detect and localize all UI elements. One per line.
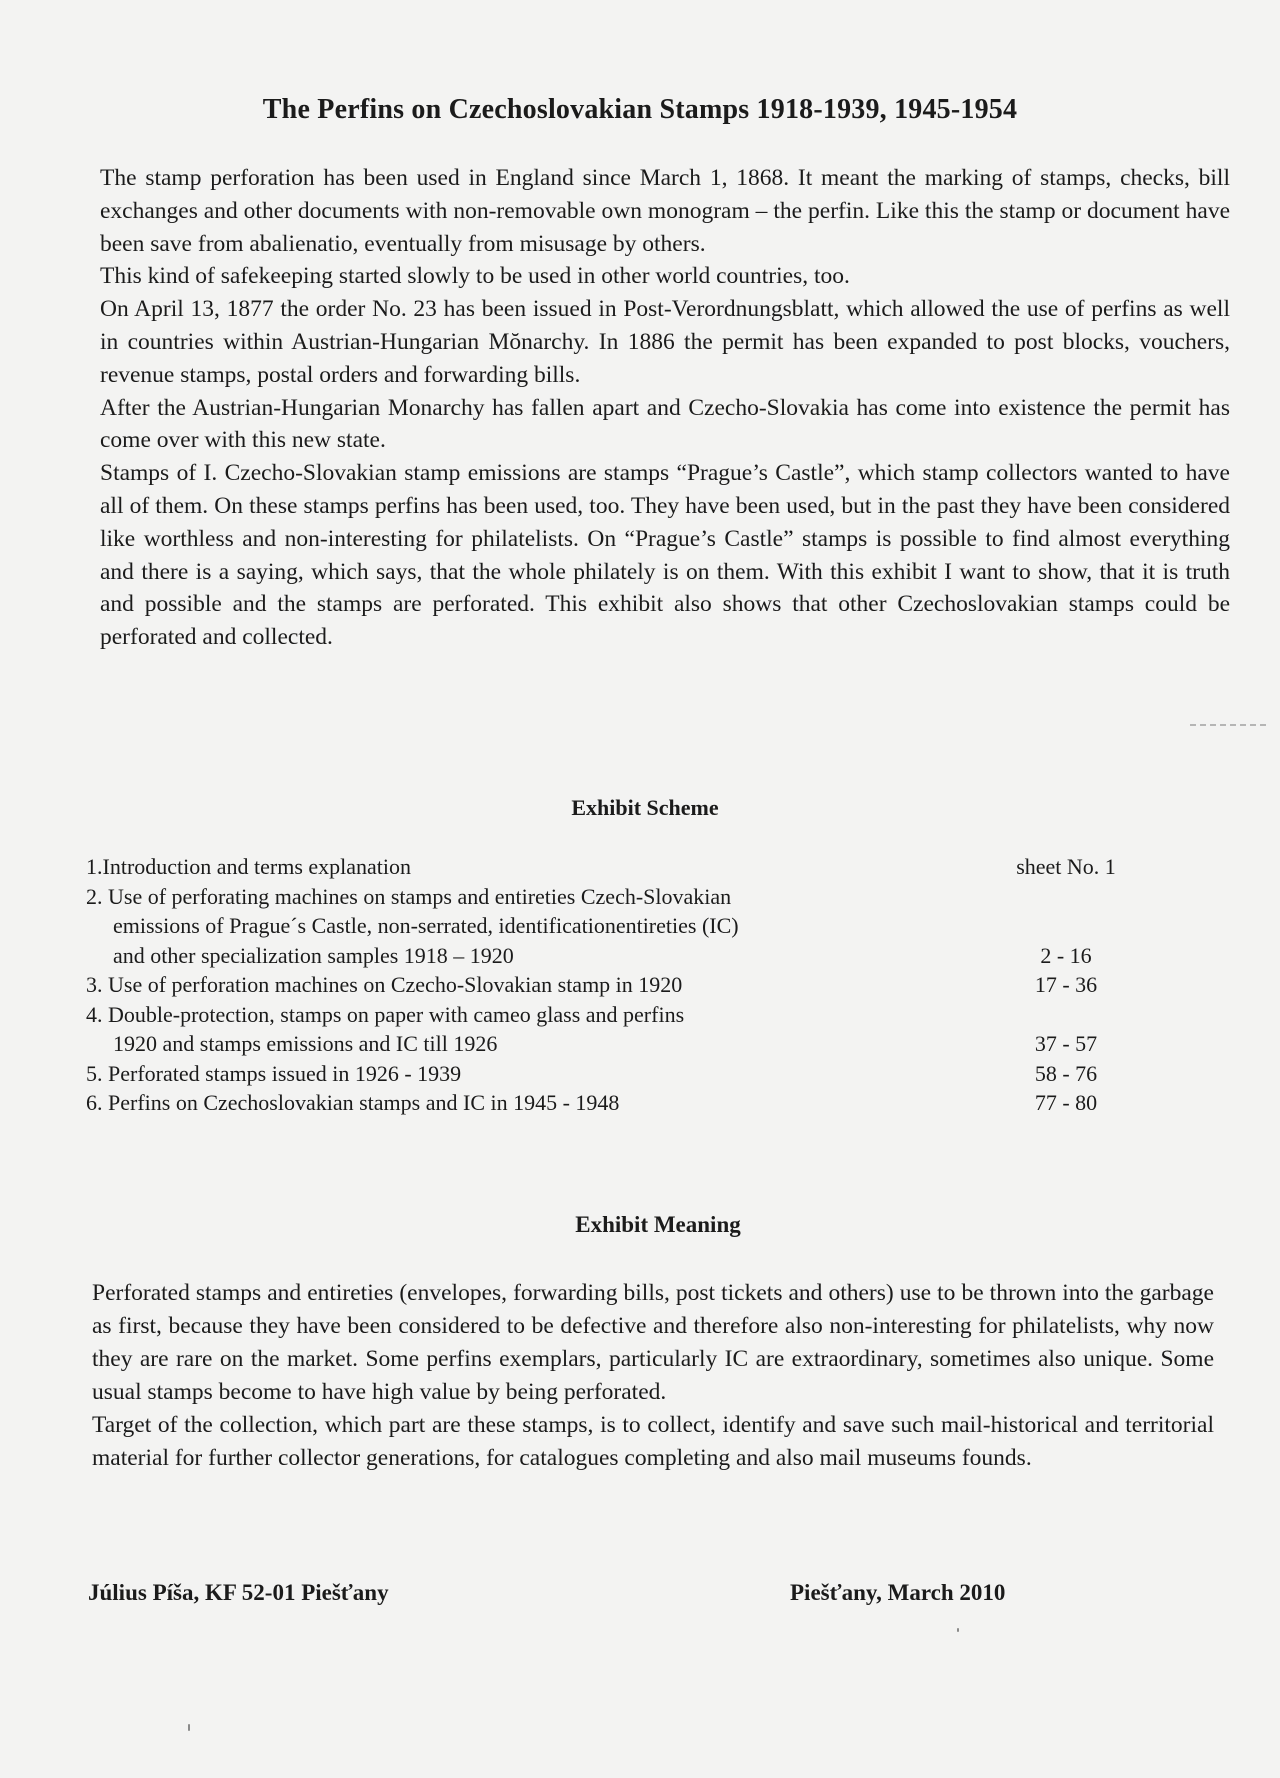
scheme-item — [86, 852, 1146, 882]
scheme-item-text: 2. Use of perforating machines on stamps and entireties Czech-Slovakian — [86, 883, 732, 909]
scheme-item-sheets: 2 - 16 — [1040, 942, 1092, 968]
scheme-item-sheets: sheet No. 1 — [1016, 854, 1116, 879]
intro-paragraph: After the Austrian-Hungarian Monarchy has fallen apart and Czecho-Slovakia has come into existence the permit has come over with this new state. — [100, 394, 1230, 454]
place-date: Piešťany, March 2010 — [790, 1580, 1006, 1605]
scheme-item — [86, 1000, 1146, 1059]
meaning-heading: Exhibit Meaning — [575, 1212, 741, 1237]
scheme-item-text: 3. Use of perforation machines on Czecho-Slovakian stamp in 1920 — [86, 972, 683, 997]
intro-paragraph: On April 13, 1877 the order No. 23 has been issued in Post-Verordnungsblatt, which allowed the use of perfins as well in countries within Austrian-Hungarian Mŏnarchy. In 1886 the permit has been expanded to post blocks, vouchers, revenue stamps, postal orders and forwarding bills. — [100, 296, 1230, 388]
exhibit-scheme-list — [86, 852, 1146, 1118]
scheme-item-sheets: 17 - 36 — [1034, 972, 1098, 997]
scheme-item — [86, 970, 1146, 1000]
intro-section — [100, 162, 1230, 654]
intro-paragraph: The stamp perforation has been used in England since March 1, 1868. It meant the marking of stamps, checks, bill exchanges and other documents with non-removable own monogram – the perfin. Like this the stamp or document have been save from abalienatio, eventually from misusage by others. — [100, 165, 1230, 257]
scheme-item-continuation: 1920 and stamps emissions and IC till 1926 — [113, 1031, 498, 1056]
scan-artifact-speck — [188, 1724, 190, 1731]
intro-paragraph: This kind of safekeeping started slowly to be used in other world countries, too. — [100, 263, 850, 290]
scheme-item-sheets: 58 - 76 — [1034, 1060, 1098, 1086]
scheme-item — [86, 1059, 1146, 1089]
author-signature: Július Píša, KF 52-01 Piešťany — [88, 1580, 389, 1605]
scheme-item-sheets: 77 - 80 — [1034, 1090, 1098, 1115]
scheme-item-continuation: and other specialization samples 1918 – 1920 — [113, 942, 514, 968]
scheme-item-continuation: emissions of Prague´s Castle, non-serrated, identificationentireties (IC) — [113, 913, 739, 938]
document-title: The Perfins on Czechoslovakian Stamps 1918-1939, 1945-1954 — [262, 94, 1018, 125]
meaning-paragraph: Perforated stamps and entireties (envelopes, forwarding bills, post tickets and others) use to be thrown into the garbage as first, because they have been considered to be defective and therefore also non-interesting for philatelists, why now they are rare on the market. Some perfins exemplars, particularly IC are extraordinary, sometimes also unique. Some usual stamps become to have high value by being perforated. — [92, 1280, 1214, 1405]
intro-paragraph: Stamps of I. Czecho-Slovakian stamp emissions are stamps “Prague’s Castle”, which stamp collectors wanted to have all of them. On these stamps perfins has been used, too. They have been used, but in the past they have been considered like worthless and non-interesting for philatelists. On “Prague’s Castle” stamps is possible to find almost everything and there is a saying, which says, that the whole philately is on them. With this exhibit I want to show, that it is truth and possible and the stamps are perforated. This exhibit also shows that other Czechoslovakian stamps could be perforated and collected. — [100, 460, 1230, 651]
scheme-item-text: 4. Double-protection, stamps on paper with cameo glass and perfins — [86, 1001, 685, 1027]
scheme-item-text: 5. Perforated stamps issued in 1926 - 1939 — [86, 1060, 462, 1086]
scheme-item-text: 1.Introduction and terms explanation — [86, 854, 412, 879]
scan-artifact-dash — [1190, 724, 1266, 726]
scheme-item — [86, 882, 1146, 971]
scheme-heading: Exhibit Scheme — [571, 795, 719, 820]
meaning-paragraph: Target of the collection, which part are these stamps, is to collect, identify and save such mail-historical and territorial material for further collector generations, for catalogues completing and also mail museums founds. — [92, 1412, 1214, 1471]
meaning-section — [92, 1277, 1214, 1475]
scheme-item — [86, 1088, 1146, 1118]
scheme-item-text: 6. Perfins on Czechoslovakian stamps and IC in 1945 - 1948 — [86, 1090, 620, 1115]
scan-artifact-speck — [957, 1628, 959, 1632]
scheme-item-sheets: 37 - 57 — [1034, 1031, 1098, 1056]
